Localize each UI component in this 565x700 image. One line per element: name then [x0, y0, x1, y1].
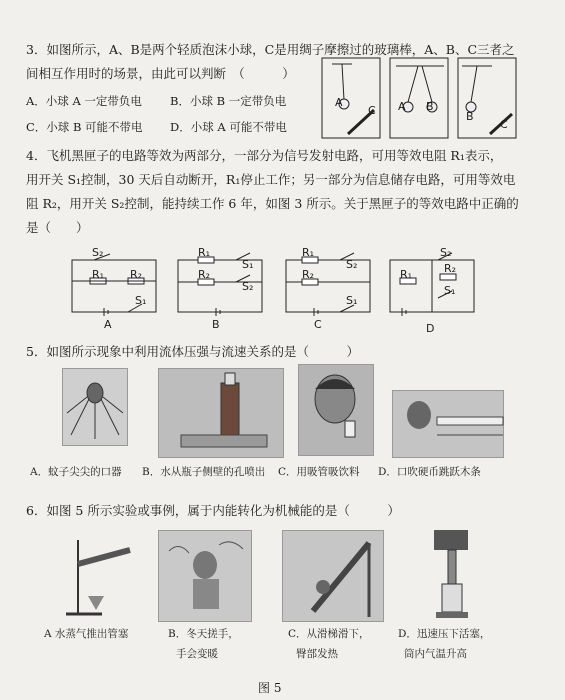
q6-image-piston	[428, 528, 478, 624]
q6-stem: 6．如图 5 所示实验或事例，属于内能转化为机械能的是（ ）	[26, 503, 400, 518]
q3-stem-line1: 3．如图所示，A、B是两个轻质泡沫小球，C是用绸子摩擦过的玻璃棒，A、B、C三者之	[26, 42, 515, 57]
q3-label-a1: A	[335, 96, 343, 109]
q6-option-b: B．冬天搓手，	[168, 628, 239, 640]
q6-image-rub-hands	[158, 530, 252, 622]
q4-d-s1: S₁	[444, 284, 456, 297]
q6-option-c: C．从滑梯滑下，	[288, 628, 370, 640]
q4-circuit-label-a: A	[104, 318, 112, 331]
q3-figure	[322, 58, 522, 140]
q6-option-d-line2: 筒内气温升高	[404, 648, 467, 660]
q3-label-b2: B	[426, 100, 434, 113]
q3-panel-2	[390, 58, 448, 138]
q4-b-s2: S₂	[242, 280, 254, 293]
q3-option-d: D．小球 A 可能不带电	[170, 120, 287, 134]
q3-stem-line2: 间相互作用时的场景，由此可以判断 （ ）	[26, 66, 295, 81]
q6-option-d: D．迅速压下活塞，	[398, 628, 491, 640]
q3-label-c1: C	[368, 104, 376, 117]
q6-option-c-line2: 臀部发热	[296, 648, 338, 660]
q4-a-r2: R₂	[130, 268, 143, 281]
q4-d-s2: S₂	[440, 246, 452, 259]
q6-option-a: A 水蒸气推出管塞	[44, 628, 129, 640]
q3-label-a2: A	[398, 100, 406, 113]
q4-circuit-a	[70, 248, 160, 318]
q4-c-s2: S₂	[346, 258, 358, 271]
q4-d-r1: R₁	[400, 268, 413, 281]
q5-image-bottle	[158, 368, 284, 458]
q4-circuit-label-b: B	[212, 318, 220, 331]
q3-label-b3: B	[466, 110, 474, 123]
q5-stem: 5．如图所示现象中利用流体压强与流速关系的是（ ）	[26, 344, 359, 359]
q4-stem-line4: 是（ ）	[26, 220, 89, 235]
q4-d-r2: R₂	[444, 262, 457, 275]
q3-panel-1	[322, 58, 380, 138]
q3-label-c3: C	[500, 118, 508, 131]
q4-a-s2: S₂	[92, 246, 104, 259]
q5-option-c: C．用吸管吸饮料	[278, 466, 360, 478]
q4-circuit-label-c: C	[314, 318, 322, 331]
q3-option-c: C．小球 B 可能不带电	[26, 120, 143, 134]
q4-a-r1: R₁	[92, 268, 105, 281]
q4-c-r1: R₁	[302, 246, 315, 259]
q5-option-b: B．水从瓶子侧壁的孔喷出	[142, 466, 266, 478]
q5-image-mosquito	[62, 368, 128, 446]
q6-option-b-line2: 手会变暖	[176, 648, 218, 660]
q4-b-s1: S₁	[242, 258, 254, 271]
q6-image-slide	[282, 530, 384, 622]
q4-b-r1: R₁	[198, 246, 211, 259]
q5-option-a: A．蚊子尖尖的口器	[30, 466, 122, 478]
q4-circuit-label-d: D	[426, 322, 435, 335]
q4-circuit-d	[388, 248, 478, 318]
q6-image-steam	[60, 536, 140, 620]
q4-b-r2: R₂	[198, 268, 211, 281]
q3-option-b: B．小球 B 一定带负电	[170, 94, 287, 108]
q4-stem-line1: 4．飞机黑匣子的电路等效为两部分，一部分为信号发射电路，可用等效电阻 R₁表示，	[26, 148, 503, 163]
q3-option-a: A．小球 A 一定带负电	[26, 94, 142, 108]
q5-image-straw	[298, 364, 374, 456]
q5-image-coin	[392, 390, 504, 458]
q4-a-s1: S₁	[135, 294, 147, 307]
q4-c-r2: R₂	[302, 268, 315, 281]
q4-stem-line3: 阻 R₂，用开关 S₂控制，能持续工作 6 年，如图 3 所示。关于黑匣子的等效电路中正确的	[26, 196, 519, 211]
q4-circuit-c	[284, 248, 374, 318]
q5-option-d: D．口吹硬币跳跃木条	[378, 466, 481, 478]
q4-c-s1: S₁	[346, 294, 358, 307]
q4-stem-line2: 用开关 S₁控制，30 天后自动断开，R₁停止工作；另一部分为信息储存电路，可用等效电	[26, 172, 516, 187]
figure-caption: 图 5	[258, 681, 282, 695]
